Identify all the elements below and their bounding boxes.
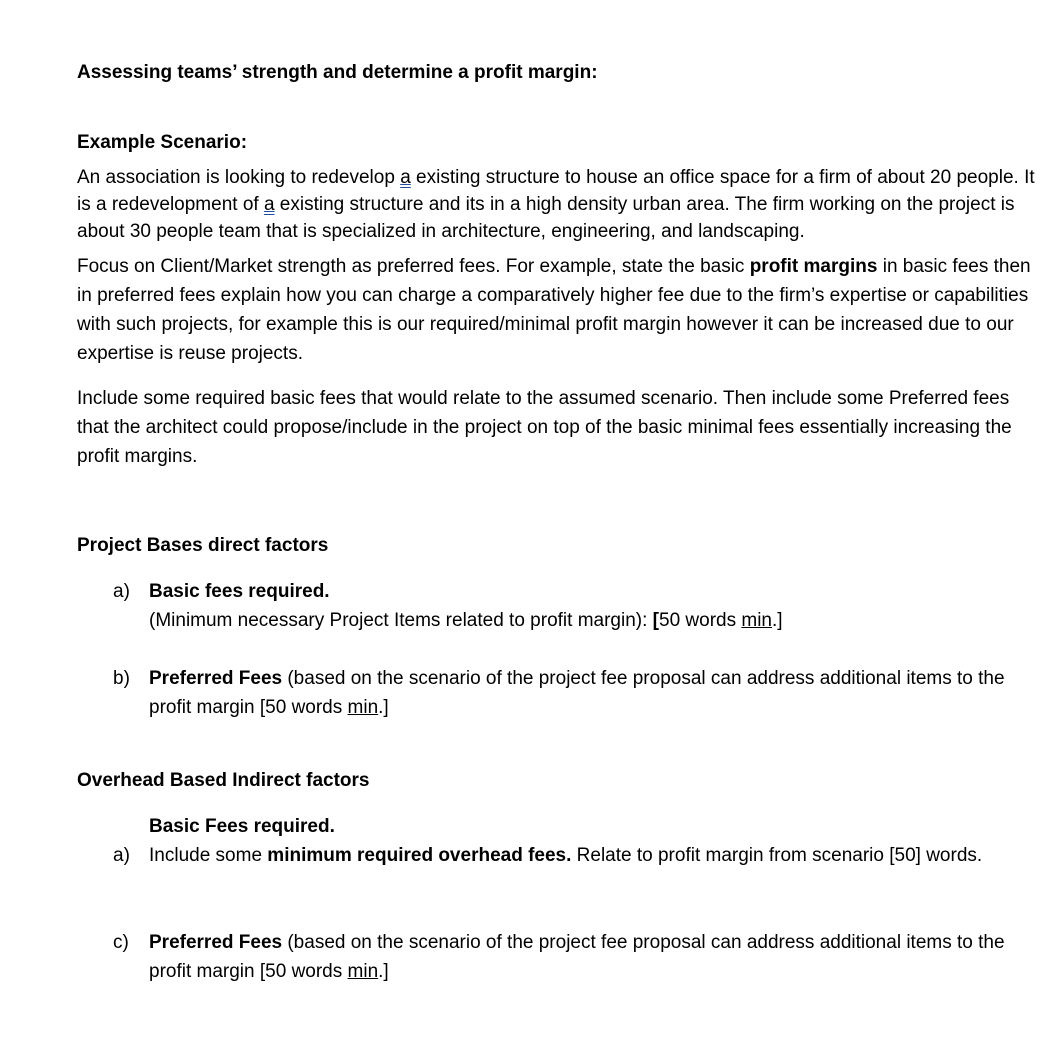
- list-marker: a): [113, 845, 130, 866]
- bold-text: Preferred Fees: [149, 668, 283, 689]
- underlined-word: min: [741, 610, 772, 631]
- bold-text: [: [652, 610, 659, 631]
- text-run: .]: [378, 697, 389, 718]
- bold-text: Preferred Fees: [149, 932, 283, 953]
- item-body: [149, 841, 1013, 870]
- bold-text: profit margins: [749, 256, 878, 277]
- page-title: Assessing teams’ strength and determine a profit margin:: [77, 62, 598, 83]
- text-run: (Minimum necessary Project Items related to profit margin):: [149, 610, 653, 631]
- list-item-overhead-preferred-fees: [113, 928, 1013, 986]
- item-body: [149, 664, 1013, 722]
- text-run: .]: [772, 610, 783, 631]
- underlined-word: min: [347, 697, 379, 718]
- text-run: An association is looking to redevelop: [77, 167, 401, 188]
- scenario-paragraph-1: [77, 164, 1037, 245]
- list-marker: c): [113, 932, 129, 953]
- overhead-section-heading: Overhead Based Indirect factors: [77, 770, 370, 791]
- list-item-overhead-fees: [113, 841, 1013, 870]
- list-item-preferred-fees: [113, 664, 1013, 722]
- text-run: existing structure to house an office space for a firm of about 20 people. It is a redevelopment of: [77, 167, 1035, 215]
- text-run: Include some: [149, 845, 268, 866]
- item-body: [149, 606, 1013, 635]
- text-run: Relate to profit margin from scenario [50] words.: [571, 845, 983, 866]
- overhead-subheading-row: [113, 812, 1013, 841]
- list-marker: b): [113, 668, 130, 689]
- list-item-basic-fees: [113, 577, 1013, 635]
- underlined-word: min: [347, 961, 379, 982]
- grammar-flag-word[interactable]: a: [400, 167, 411, 188]
- scenario-heading: Example Scenario:: [77, 132, 248, 153]
- text-run: (based on the scenario of the project fee proposal can address additional items to the profit margin [50 words: [149, 932, 1005, 982]
- project-section-heading: Project Bases direct factors: [77, 535, 329, 556]
- text-run: .]: [378, 961, 389, 982]
- text-run: 50 words: [659, 610, 742, 631]
- text-run: Focus on Client/Market strength as preferred fees. For example, state the basic: [77, 256, 750, 277]
- overhead-subheading: Basic Fees required.: [149, 816, 335, 837]
- grammar-flag-word[interactable]: a: [263, 194, 275, 215]
- list-marker: a): [113, 581, 130, 602]
- bold-text: minimum required overhead fees.: [267, 845, 572, 866]
- text-run: existing structure and its in a high density urban area. The firm working on the project is about 30 people team that is specialized in architecture, engineering, and landscaping.: [77, 194, 1015, 242]
- text-run: in basic fees then in preferred fees explain how you can charge a comparatively higher fee due to the firm’s expertise or capabilities with such projects, for example this is our required/minimal profit margin however it can be increased due to our expertise is reuse projects.: [77, 256, 1031, 364]
- scenario-paragraph-3: Include some required basic fees that would relate to the assumed scenario. Then include some Preferred fees that the architect could propose/include in the project on top of the basic minimal fees essentially increasing the profit margins.: [77, 388, 1012, 467]
- item-title: Basic fees required.: [149, 581, 330, 602]
- scenario-paragraph-2: [77, 252, 1037, 368]
- item-body: [149, 928, 1013, 986]
- text-run: (based on the scenario of the project fee proposal can address additional items to the profit margin [50 words: [149, 668, 1005, 718]
